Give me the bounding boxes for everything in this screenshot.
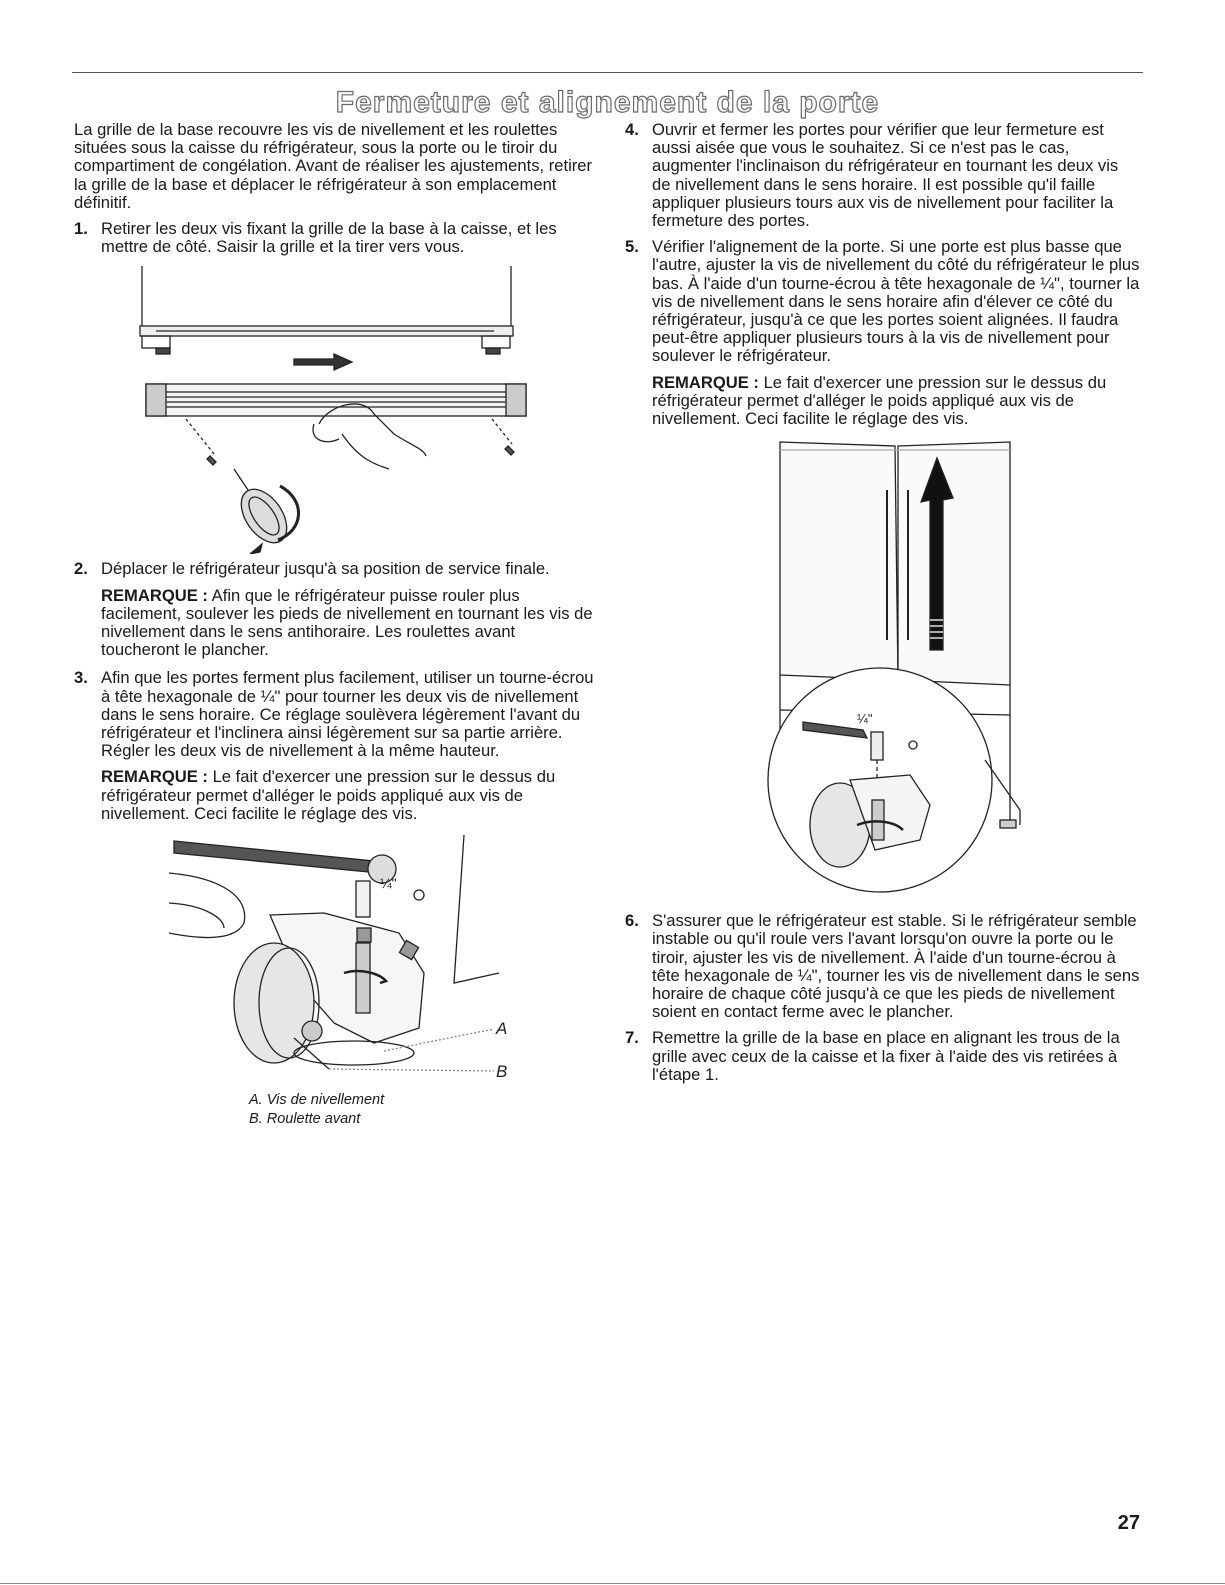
step-number: 3. [74,668,88,688]
note-label: REMARQUE : [101,767,208,787]
step-text: Remettre la grille de la base en place en alignant les trous de la grille avec ceux de la caisse et la fixer à l'aide des vis retirées à l'étape 1. [652,1028,1120,1084]
wheel-size-label: ¼" [380,875,397,892]
step-number: 6. [625,911,639,931]
step-5 [625,238,1140,365]
step-6 [625,912,1140,1021]
step-3 [74,669,596,760]
figure-caption-b: B. Roulette avant [249,1111,361,1128]
top-rule [72,72,1143,73]
figure-caption-a: A. Vis de nivellement [249,1092,385,1109]
figure-grille-removal [74,264,596,554]
bottom-rule [0,1583,1225,1584]
intro-paragraph: La grille de la base recouvre les vis de nivellement et les roulettes situées sous la caisse du réfrigérateur, sous la porte ou le tiroir du compartiment de congélation. Avant de réaliser les ajustements, retirer la grille de la base et déplacer le réfrigérateur à son emplacement définitif. [74,120,593,212]
step-number: 2. [74,559,88,579]
door-alignment-illustration [625,440,1140,906]
step-text: Vérifier l'alignement de la porte. Si une porte est plus basse que l'autre, ajuster la vis de nivellement du côté du réfrigérateur le plus bas. À l'aide d'un tourne-écrou à tête hexagonale de ¼", tourner la vis de nivellement dans le sens horaire afin d'élever ce côté du réfrigérateur, jusqu'à ce que les portes soient alignées. Il faudra peut-être appliquer plusieurs tours à la vis de nivellement pour soulever le réfrigérateur. [652,237,1140,366]
step-text: S'assurer que le réfrigérateur est stable. Si le réfrigérateur semble instable ou qu'il roule vers l'avant lorsqu'on ouvre la porte ou le tiroir, ajuster les vis de nivellement. À l'aide d'un tourne-écrou à tête hexagonale de ¼", tourner les vis de nivellement dans le sens horaire de chaque côté jusqu'à ce que les pieds de nivellement soient en contact ferme avec le plancher. [652,911,1140,1022]
step-7 [625,1029,1140,1084]
grille-removal-illustration [74,264,596,554]
note-step-5 [652,374,1140,429]
step-text: Retirer les deux vis fixant la grille de la base à la caisse, et les mettre de côté. Saisir la grille et la tirer vers vous. [101,219,557,257]
figure-door-alignment [625,440,1140,906]
note-label: REMARQUE : [652,372,759,392]
step-number: 4. [625,120,639,139]
left-column [74,121,596,1129]
note-step-3 [101,768,596,823]
callout-b: B [496,1062,508,1082]
step-text: Afin que les portes ferment plus facilement, utiliser un tourne-écrou à tête hexagonale de ¼" pour tourner les deux vis de nivellement dans le sens horaire. Ce réglage soulèvera légèrement l'avant du réfrigérateur et l'inclinera ainsi légèrement sur sa partie arrière. Régler les deux vis de nivellement à la même hauteur. [101,668,594,761]
step-4 [625,121,1140,230]
note-label: REMARQUE : [101,585,208,605]
step-2 [74,560,596,578]
note-text: Le fait d'exercer une pression sur le dessus du réfrigérateur permet d'alléger le poids appliqué aux vis de nivellement. Ceci facilite le réglage des vis. [101,767,556,823]
step-text: Déplacer le réfrigérateur jusqu'à sa position de service finale. [101,559,550,579]
callout-a: A [496,1019,508,1039]
step-number: 5. [625,237,639,257]
note-text: Afin que le réfrigérateur puisse rouler plus facilement, soulever les pieds de nivellement en tournant les vis de nivellement dans le sens antihoraire. Les roulettes avant toucheront le plancher. [101,585,593,660]
step-text: Ouvrir et fermer les portes pour vérifier que leur fermeture est aussi aisée que vous le souhaitez. Si ce n'est pas le cas, augmenter l'inclinaison du réfrigérateur en tournant les deux vis de nivellement dans le sens horaire. Il est possible qu'il faille appliquer plusieurs tours aux vis de nivellement pour faciliter la fermeture des portes. [652,120,1119,231]
right-column [625,121,1140,1092]
figure-leveling-wheel [74,833,596,1091]
note-text: Le fait d'exercer une pression sur le dessus du réfrigérateur permet d'alléger le poids appliqué aux vis de nivellement. Ceci facilite le réglage des vis. [652,372,1107,429]
step-number: 1. [74,219,88,239]
note-step-2 [101,587,596,660]
step-number: 7. [625,1028,639,1048]
door-size-label: ¼" [857,711,873,727]
page-number: 27 [1117,1512,1140,1534]
step-1 [74,220,596,256]
page-title: Fermeture et alignement de la porte [335,86,880,119]
leveling-wheel-illustration [74,833,596,1091]
